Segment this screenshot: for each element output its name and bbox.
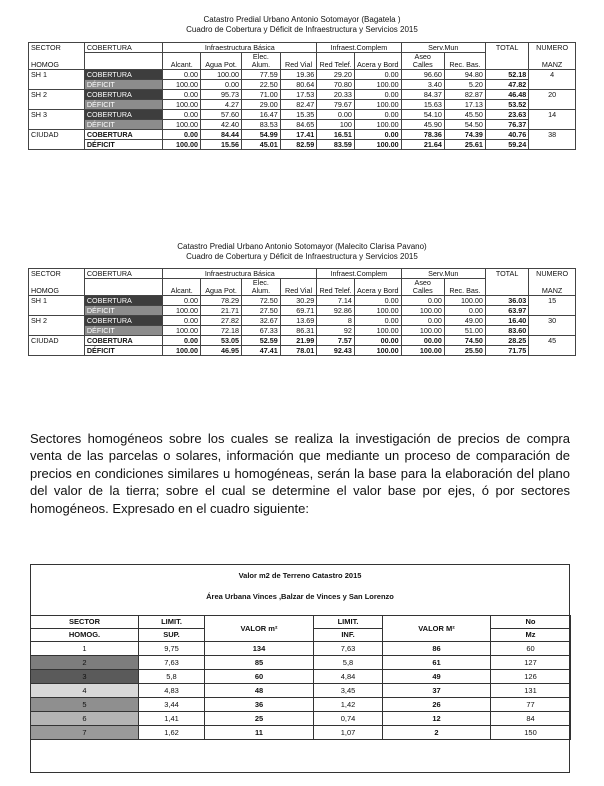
header-empty — [84, 279, 163, 296]
value-cell: 16.40 — [485, 316, 528, 326]
type-cell: DÉFICIT — [84, 80, 163, 90]
value-cell: 45.50 — [444, 110, 485, 120]
sector-cell — [29, 306, 85, 316]
value-cell: 92.43 — [317, 346, 355, 356]
type-cell: DÉFICIT — [84, 306, 163, 316]
sector-cell: 1 — [31, 642, 139, 656]
value-cell: 17.53 — [280, 90, 317, 100]
type-cell: DÉFICIT — [84, 120, 163, 130]
header-acera: Acera y Bord — [354, 279, 401, 296]
value-cell: 0.00 — [163, 70, 201, 80]
value-cell: 82.59 — [280, 140, 317, 150]
value-cell: 78.36 — [401, 130, 444, 140]
value-cell: 47.82 — [485, 80, 528, 90]
header-cobertura: COBERTURA — [84, 43, 163, 53]
sector-cell: SH 2 — [29, 90, 85, 100]
value-cell: 40.76 — [485, 130, 528, 140]
value-cell: 84.37 — [401, 90, 444, 100]
header-elec: Elec. Alum. — [242, 53, 281, 70]
coverage-table-2 — [28, 268, 576, 356]
value-cell: 100.00 — [401, 306, 444, 316]
header-sector: SECTOR — [29, 43, 85, 53]
table-row — [31, 642, 571, 656]
table-row — [31, 656, 571, 670]
value-cell: 100.00 — [163, 120, 201, 130]
header-agua: Agua Pot. — [201, 279, 242, 296]
manz-cell: 45 — [529, 336, 576, 346]
manz-cell: 4 — [529, 70, 576, 80]
header-infra-basica: Infraestructura Básica — [163, 43, 317, 53]
value-cell: 72.50 — [242, 296, 281, 306]
table-row — [31, 684, 571, 698]
body-paragraph: Sectores homogéneos sobre los cuales se realiza la investigación de precios de compra venta de las parcelas o solares, información que mediante un proceso de comparación de precios en condiciones similares u homogéneas, serán la base para la elaboración del plano del valor de la tierra; sobre el cual se determine el valor base por ejes, ó por sectores homogéneos. Expresado en el cuadro siguiente: — [30, 431, 570, 516]
limit-sup-cell: 9,75 — [139, 642, 205, 656]
valor-header-mz: Mz — [491, 629, 571, 642]
limit-inf-cell: 3,45 — [314, 684, 383, 698]
type-cell: DÉFICIT — [84, 346, 163, 356]
valor1-cell: 48 — [205, 684, 314, 698]
valor1-cell: 11 — [205, 726, 314, 740]
table-row — [29, 130, 576, 140]
sector-cell: 3 — [31, 670, 139, 684]
valor2-cell: 49 — [383, 670, 491, 684]
value-cell: 76.37 — [485, 120, 528, 130]
value-cell: 27.82 — [201, 316, 242, 326]
valor-header-valor1: VALOR m² — [205, 616, 314, 642]
value-cell: 32.67 — [242, 316, 281, 326]
header-alcant: Alcant. — [163, 279, 201, 296]
value-cell: 52.18 — [485, 70, 528, 80]
value-cell: 74.50 — [444, 336, 485, 346]
valor2-cell: 37 — [383, 684, 491, 698]
value-cell: 86.31 — [280, 326, 317, 336]
valor2-cell: 26 — [383, 698, 491, 712]
header-red-telef: Red Telef. — [317, 53, 355, 70]
value-cell: 100.00 — [163, 346, 201, 356]
value-cell: 71.75 — [485, 346, 528, 356]
table1-caption-line1: Catastro Predial Urbano Antonio Sotomayor (Bagatela ) — [203, 15, 401, 24]
limit-sup-cell: 3,44 — [139, 698, 205, 712]
value-cell: 72.18 — [201, 326, 242, 336]
value-cell: 70.80 — [317, 80, 355, 90]
table-row — [31, 712, 571, 726]
header-elec: Elec. Alum. — [242, 279, 281, 296]
value-cell: 28.25 — [485, 336, 528, 346]
value-cell: 0.00 — [354, 70, 401, 80]
table-row — [31, 670, 571, 684]
valor1-cell: 36 — [205, 698, 314, 712]
table-row — [29, 80, 576, 90]
mz-cell: 60 — [491, 642, 571, 656]
value-cell: 17.13 — [444, 100, 485, 110]
value-cell: 100.00 — [201, 70, 242, 80]
value-cell: 0.00 — [354, 130, 401, 140]
type-cell: COBERTURA — [84, 336, 163, 346]
sector-cell: CIUDAD — [29, 336, 85, 346]
sector-cell: SH 2 — [29, 316, 85, 326]
sector-cell — [29, 140, 85, 150]
table1-caption-line2: Cuadro de Cobertura y Déficit de Infraestructura y Servicios 2015 — [186, 25, 418, 34]
value-cell: 100.00 — [354, 80, 401, 90]
valor1-cell: 60 — [205, 670, 314, 684]
value-cell: 78.01 — [280, 346, 317, 356]
value-cell: 53.05 — [201, 336, 242, 346]
header-sector: SECTOR — [29, 269, 85, 279]
table-row — [31, 726, 571, 740]
header-infra-compl: Infraest.Complem — [317, 43, 401, 53]
value-cell: 00.00 — [354, 336, 401, 346]
value-cell: 71.00 — [242, 90, 281, 100]
value-cell: 0.00 — [163, 296, 201, 306]
mz-cell: 84 — [491, 712, 571, 726]
value-cell: 8 — [317, 316, 355, 326]
value-cell: 0.00 — [354, 110, 401, 120]
value-cell: 19.36 — [280, 70, 317, 80]
value-cell: 100.00 — [354, 326, 401, 336]
value-cell: 0.00 — [354, 90, 401, 100]
valor-header-no: No — [491, 616, 571, 629]
table-row — [29, 140, 576, 150]
valor1-cell: 25 — [205, 712, 314, 726]
value-cell: 36.03 — [485, 296, 528, 306]
header-row — [29, 53, 576, 70]
header-numero: NUMERO — [529, 43, 576, 53]
value-cell: 100.00 — [354, 120, 401, 130]
value-cell: 0.00 — [317, 110, 355, 120]
limit-sup-cell: 7,63 — [139, 656, 205, 670]
type-cell: COBERTURA — [84, 110, 163, 120]
value-cell: 74.39 — [444, 130, 485, 140]
header-acera: Acera y Bord — [354, 53, 401, 70]
limit-inf-cell: 1,07 — [314, 726, 383, 740]
value-cell: 100.00 — [354, 100, 401, 110]
type-cell: DÉFICIT — [84, 140, 163, 150]
valor2-cell: 12 — [383, 712, 491, 726]
value-cell: 82.47 — [280, 100, 317, 110]
manz-cell: 20 — [529, 90, 576, 100]
value-cell: 96.60 — [401, 70, 444, 80]
value-cell: 22.50 — [242, 80, 281, 90]
value-cell: 45.90 — [401, 120, 444, 130]
value-cell: 0.00 — [444, 306, 485, 316]
mz-cell: 150 — [491, 726, 571, 740]
limit-sup-cell: 1,41 — [139, 712, 205, 726]
table-row — [29, 100, 576, 110]
manz-cell: 38 — [529, 130, 576, 140]
sector-cell: 6 — [31, 712, 139, 726]
value-cell: 49.00 — [444, 316, 485, 326]
manz-cell — [529, 100, 576, 110]
value-cell: 95.73 — [201, 90, 242, 100]
valor-header-valor2: VALOR M² — [383, 616, 491, 642]
sector-cell — [29, 80, 85, 90]
coverage-table-1 — [28, 42, 576, 150]
type-cell: COBERTURA — [84, 316, 163, 326]
value-cell: 84.65 — [280, 120, 317, 130]
value-cell: 0.00 — [354, 316, 401, 326]
header-total-empty — [485, 279, 528, 296]
manz-cell — [529, 140, 576, 150]
table-row — [29, 90, 576, 100]
valor-header-inf: INF. — [314, 629, 383, 642]
value-cell: 82.87 — [444, 90, 485, 100]
manz-cell — [529, 346, 576, 356]
value-cell: 54.10 — [401, 110, 444, 120]
value-cell: 100.00 — [163, 326, 201, 336]
value-cell: 0.00 — [354, 296, 401, 306]
mz-cell: 131 — [491, 684, 571, 698]
header-rec-bas: Rec. Bas. — [444, 53, 485, 70]
value-cell: 63.97 — [485, 306, 528, 316]
value-cell: 21.99 — [280, 336, 317, 346]
header-homog: HOMOG — [29, 279, 85, 296]
type-cell: COBERTURA — [84, 70, 163, 80]
sector-cell — [29, 100, 85, 110]
table-row — [29, 306, 576, 316]
value-cell: 53.52 — [485, 100, 528, 110]
header-infra-compl: Infraest.Complem — [317, 269, 401, 279]
table2-caption-line2: Cuadro de Cobertura y Déficit de Infraestructura y Servicios 2015 — [186, 252, 418, 261]
value-cell: 29.20 — [317, 70, 355, 80]
value-cell: 45.01 — [242, 140, 281, 150]
value-cell: 92 — [317, 326, 355, 336]
table2-caption — [28, 242, 576, 262]
manz-cell: 30 — [529, 316, 576, 326]
value-cell: 17.41 — [280, 130, 317, 140]
valor-title: Valor m2 de Terreno Catastro 2015 — [238, 571, 362, 580]
limit-inf-cell: 7,63 — [314, 642, 383, 656]
valor-header-row-1 — [31, 616, 571, 629]
sector-cell — [29, 346, 85, 356]
value-cell: 100.00 — [163, 100, 201, 110]
table-row — [31, 698, 571, 712]
value-cell: 42.40 — [201, 120, 242, 130]
value-cell: 100.00 — [163, 140, 201, 150]
value-cell: 15.35 — [280, 110, 317, 120]
value-cell: 15.63 — [401, 100, 444, 110]
value-cell: 0.00 — [401, 316, 444, 326]
valor-subtitle: Área Urbana Vinces ,Balzar de Vinces y San Lorenzo — [206, 592, 394, 601]
limit-inf-cell: 5,8 — [314, 656, 383, 670]
value-cell: 54.99 — [242, 130, 281, 140]
table2-caption-line1: Catastro Predial Urbano Antonio Sotomayor (Malecito Clarisa Pavano) — [177, 242, 427, 251]
valor-header-sector: SECTOR — [31, 616, 139, 629]
value-cell: 84.44 — [201, 130, 242, 140]
valor-header-limit-inf: LIMIT. — [314, 616, 383, 629]
value-cell: 51.00 — [444, 326, 485, 336]
value-cell: 100.00 — [354, 140, 401, 150]
valor2-cell: 2 — [383, 726, 491, 740]
header-red-vial: Red Vial — [280, 279, 317, 296]
valor-header-limit-sup: LIMIT. — [139, 616, 205, 629]
value-cell: 7.14 — [317, 296, 355, 306]
header-aseo: Aseo Calles — [401, 53, 444, 70]
table-row — [29, 346, 576, 356]
header-row — [29, 269, 576, 279]
header-total: TOTAL — [485, 269, 528, 279]
value-cell: 0.00 — [401, 296, 444, 306]
sector-cell: CIUDAD — [29, 130, 85, 140]
sector-cell: 2 — [31, 656, 139, 670]
header-numero: NUMERO — [529, 269, 576, 279]
valor1-cell: 134 — [205, 642, 314, 656]
header-empty — [84, 53, 163, 70]
value-cell: 13.69 — [280, 316, 317, 326]
value-cell: 67.33 — [242, 326, 281, 336]
value-cell: 100.00 — [163, 80, 201, 90]
value-cell: 7.57 — [317, 336, 355, 346]
limit-inf-cell: 1,42 — [314, 698, 383, 712]
type-cell: COBERTURA — [84, 130, 163, 140]
header-total-empty — [485, 53, 528, 70]
header-aseo: Aseo Calles — [401, 279, 444, 296]
value-cell: 100.00 — [354, 306, 401, 316]
header-total: TOTAL — [485, 43, 528, 53]
mz-cell: 126 — [491, 670, 571, 684]
header-cobertura: COBERTURA — [84, 269, 163, 279]
value-cell: 78.29 — [201, 296, 242, 306]
value-cell: 23.63 — [485, 110, 528, 120]
value-cell: 52.59 — [242, 336, 281, 346]
value-cell: 25.61 — [444, 140, 485, 150]
value-cell: 0.00 — [201, 80, 242, 90]
value-cell: 30.29 — [280, 296, 317, 306]
mz-cell: 77 — [491, 698, 571, 712]
sector-cell: SH 1 — [29, 296, 85, 306]
manz-cell — [529, 120, 576, 130]
sector-cell — [29, 120, 85, 130]
valor-header-homog: HOMOG. — [31, 629, 139, 642]
manz-cell: 14 — [529, 110, 576, 120]
value-cell: 20.33 — [317, 90, 355, 100]
value-cell: 92.86 — [317, 306, 355, 316]
value-cell: 29.00 — [242, 100, 281, 110]
value-cell: 80.64 — [280, 80, 317, 90]
value-cell: 57.60 — [201, 110, 242, 120]
value-cell: 100.00 — [444, 296, 485, 306]
limit-sup-cell: 1,62 — [139, 726, 205, 740]
valor-table — [30, 615, 571, 740]
value-cell: 100.00 — [163, 306, 201, 316]
valor1-cell: 85 — [205, 656, 314, 670]
table-row — [29, 110, 576, 120]
value-cell: 27.50 — [242, 306, 281, 316]
value-cell: 100.00 — [354, 346, 401, 356]
sector-cell: SH 3 — [29, 110, 85, 120]
header-serv-mun: Serv.Mun — [401, 269, 485, 279]
manz-cell: 15 — [529, 296, 576, 306]
header-manz: MANZ — [529, 279, 576, 296]
value-cell: 16.51 — [317, 130, 355, 140]
table-row — [29, 326, 576, 336]
value-cell: 0.00 — [163, 90, 201, 100]
value-cell: 77.59 — [242, 70, 281, 80]
table1-caption — [28, 15, 576, 35]
value-cell: 0.00 — [163, 130, 201, 140]
header-agua: Agua Pot. — [201, 53, 242, 70]
value-cell: 0.00 — [163, 336, 201, 346]
value-cell: 54.50 — [444, 120, 485, 130]
manz-cell — [529, 306, 576, 316]
header-alcant: Alcant. — [163, 53, 201, 70]
header-red-telef: Red Telef. — [317, 279, 355, 296]
value-cell: 25.50 — [444, 346, 485, 356]
limit-sup-cell: 5,8 — [139, 670, 205, 684]
limit-sup-cell: 4,83 — [139, 684, 205, 698]
header-row — [29, 279, 576, 296]
value-cell: 100.00 — [401, 326, 444, 336]
value-cell: 83.53 — [242, 120, 281, 130]
value-cell: 100.00 — [401, 346, 444, 356]
sector-cell: 4 — [31, 684, 139, 698]
value-cell: 21.64 — [401, 140, 444, 150]
limit-inf-cell: 0,74 — [314, 712, 383, 726]
sector-cell: 5 — [31, 698, 139, 712]
type-cell: DÉFICIT — [84, 326, 163, 336]
header-infra-basica: Infraestructura Básica — [163, 269, 317, 279]
value-cell: 4.27 — [201, 100, 242, 110]
header-rec-bas: Rec. Bas. — [444, 279, 485, 296]
manz-cell — [529, 80, 576, 90]
value-cell: 16.47 — [242, 110, 281, 120]
value-cell: 21.71 — [201, 306, 242, 316]
table-row — [29, 296, 576, 306]
value-cell: 46.95 — [201, 346, 242, 356]
value-cell: 79.67 — [317, 100, 355, 110]
valor-header-sup: SUP. — [139, 629, 205, 642]
sector-cell: SH 1 — [29, 70, 85, 80]
value-cell: 47.41 — [242, 346, 281, 356]
mz-cell: 127 — [491, 656, 571, 670]
value-cell: 83.60 — [485, 326, 528, 336]
type-cell: COBERTURA — [84, 296, 163, 306]
sector-cell — [29, 326, 85, 336]
value-cell: 59.24 — [485, 140, 528, 150]
valor2-cell: 86 — [383, 642, 491, 656]
table-row — [29, 120, 576, 130]
value-cell: 83.59 — [317, 140, 355, 150]
header-red-vial: Red Vial — [280, 53, 317, 70]
table-row — [29, 70, 576, 80]
limit-inf-cell: 4,84 — [314, 670, 383, 684]
table-row — [29, 336, 576, 346]
value-cell: 0.00 — [163, 110, 201, 120]
value-cell: 0.00 — [163, 316, 201, 326]
value-cell: 3.40 — [401, 80, 444, 90]
sector-cell: 7 — [31, 726, 139, 740]
header-serv-mun: Serv.Mun — [401, 43, 485, 53]
table-row — [29, 316, 576, 326]
type-cell: DÉFICIT — [84, 100, 163, 110]
header-homog: HOMOG — [29, 53, 85, 70]
manz-cell — [529, 326, 576, 336]
value-cell: 5.20 — [444, 80, 485, 90]
value-cell: 69.71 — [280, 306, 317, 316]
value-cell: 100 — [317, 120, 355, 130]
valor2-cell: 61 — [383, 656, 491, 670]
value-cell: 00.00 — [401, 336, 444, 346]
value-cell: 94.80 — [444, 70, 485, 80]
value-cell: 46.48 — [485, 90, 528, 100]
header-row — [29, 43, 576, 53]
type-cell: COBERTURA — [84, 90, 163, 100]
header-manz: MANZ — [529, 53, 576, 70]
value-cell: 15.56 — [201, 140, 242, 150]
